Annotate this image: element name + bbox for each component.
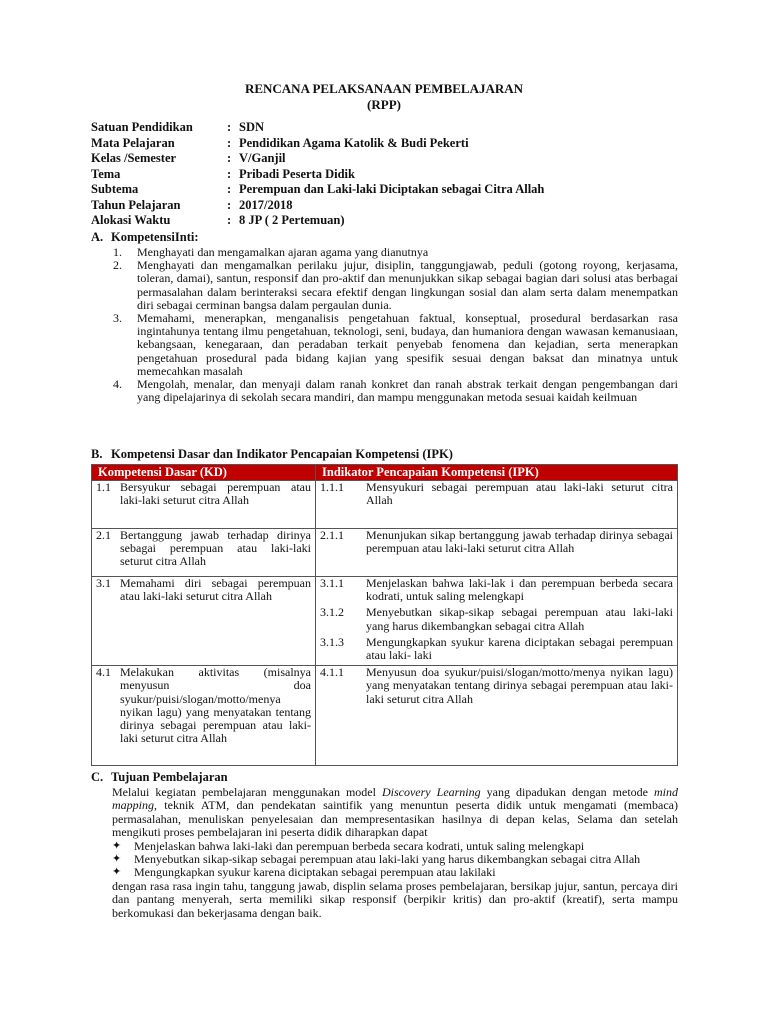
identity-row: Tahun Pelajaran : 2017/2018: [91, 197, 293, 212]
column-header-kd: Kompetensi Dasar (KD): [92, 465, 316, 481]
intro-text: yang dipadukan dengan metode: [480, 785, 655, 799]
item-number: 1.: [113, 245, 122, 259]
kd-cell: [92, 481, 316, 529]
ipk-text: Menunjukan sikap bertanggung jawab terhadap dirinya sebagai perempuan atau laki-laki seturut citra Allah: [366, 528, 673, 556]
identity-value: Perempuan dan Laki-laki Diciptakan sebagai Citra Allah: [239, 182, 545, 196]
ipk-number: 3.1.2: [320, 605, 344, 620]
ipk-cell: [316, 529, 678, 577]
identity-label: Mata Pelajaran: [91, 135, 175, 150]
kd-number: 3.1: [96, 576, 111, 590]
identity-value: 2017/2018: [239, 197, 293, 212]
intro-text: Melalui kegiatan pembelajaran menggunakan model: [112, 785, 382, 799]
star-bullet-icon: ✦: [112, 853, 122, 866]
bullet-text: Mengungkapkan syukur karena diciptakan sebagai perempuan atau lakilaki: [134, 865, 496, 880]
ipk-cell: [316, 481, 678, 529]
item-text: Mengolah, menalar, dan menyaji dalam ranah konkret dan ranah abstrak terkait dengan pengembangan dari yang dipelajarinya di sekolah secara mandiri, dan mampu menggunakan metoda sesuai kaidah keilmuan: [137, 377, 678, 405]
kd-number: 2.1: [96, 528, 111, 542]
kd-number: 1.1: [96, 480, 111, 494]
identity-row: Alokasi Waktu : 8 JP ( 2 Pertemuan): [91, 213, 345, 227]
table-row: [92, 666, 678, 766]
ipk-number: 1.1.1: [320, 480, 344, 494]
identity-label: Tahun Pelajaran: [91, 197, 181, 212]
identity-row: Tema : Pribadi Peserta Didik: [91, 166, 355, 181]
identity-row: Mata Pelajaran : Pendidikan Agama Katolik & Budi Pekerti: [91, 135, 469, 150]
item-text: Menghayati dan mengamalkan perilaku jujur, disiplin, tanggungjawab, peduli (gotong royong, kerjasama, toleran, damai), santun, responsif dan pro-aktif dan menunjukkan sikap sebagai bagian dari solusi atas berbagai permasalahan dalam berinteraksi secara efektif dengan lingkungan sosial dan alam serta dalam menempatkan diri sebagai cerminan bangsa dalam pergaulan dunia.: [137, 258, 678, 312]
table-row: [92, 577, 678, 666]
identity-row: Kelas /Semester : V/Ganjil: [91, 151, 286, 165]
identity-label: Alokasi Waktu: [91, 213, 171, 227]
ipk-text: Menyebutkan sikap-sikap sebagai perempuan atau laki-laki yang harus dikembangkan sebagai citra Allah: [366, 605, 673, 633]
ipk-text: Mensyukuri sebagai perempuan atau laki-laki seturut citra Allah: [366, 480, 673, 508]
item-number: 3.: [113, 311, 122, 326]
identity-block: [91, 120, 544, 229]
section-letter: C.: [91, 770, 104, 784]
intro-emphasis: Discovery Learning: [381, 785, 481, 799]
closing-paragraph: dengan rasa rasa ingin tahu, tanggung jawab, displin selama proses pembelajaran, bersikap jujur, santun, percaya diri dan pantang menyerah, serta memiliki sikap responsif (berpikir kritis) dan pro-aktif (kreatif), serta mampu berkomukasi dan bekerjasama dengan baik.: [112, 878, 678, 920]
kd-text: Bertanggung jawab terhadap dirinya sebagai perempuan atau laki-laki seturut citra Allah: [120, 528, 311, 569]
kompetensi-inti-list: [113, 246, 678, 404]
ipk-cell: [316, 577, 678, 666]
identity-value: Pendidikan Agama Katolik & Budi Pekerti: [239, 135, 469, 150]
list-item: [113, 312, 678, 378]
identity-value: SDN: [239, 120, 265, 134]
identity-value: Pribadi Peserta Didik: [239, 166, 355, 181]
ipk-text: Menjelaskan bahwa laki-lak i dan perempuan berbeda secara kodrati, untuk saling melengkapi: [366, 576, 673, 604]
list-item: [113, 378, 678, 404]
identity-label: Tema: [91, 166, 121, 181]
kd-text: Bersyukur sebagai perempuan atau laki-laki seturut citra Allah: [120, 480, 311, 508]
identity-value: 8 JP ( 2 Pertemuan): [239, 213, 345, 227]
bullet-text: Menjelaskan bahwa laki-laki dan perempuan berbeda secara kodrati, untuk saling melengkapi: [134, 838, 585, 853]
ipk-number: 4.1.1: [320, 665, 344, 680]
identity-value: V/Ganjil: [239, 151, 286, 165]
section-letter: B.: [91, 447, 103, 461]
star-bullet-icon: ✦: [112, 839, 122, 852]
kd-cell: [92, 666, 316, 766]
table-header-row: [92, 465, 678, 481]
table-row: [92, 481, 678, 529]
item-number: 2.: [113, 258, 122, 273]
list-item: [112, 866, 678, 879]
ipk-number: 2.1.1: [320, 528, 344, 542]
kd-text: Memahami diri sebagai perempuan atau laki-laki seturut citra Allah: [120, 576, 311, 604]
identity-row: Subtema : Perempuan dan Laki-laki Diciptakan sebagai Citra Allah: [91, 182, 545, 196]
item-text: Memahami, menerapkan, menganalisis pengetahuan faktual, konseptual, prosedural berdasarkan rasa ingintahunya tentang ilmu pengetahuan, teknologi, seni, budaya, dan humaniora dengan wawasan kemanusiaan, kebangsaan, kenegaraan, dan peradaban terkait penyebab fenomena dan kejadian, serta menerapkan pengetahuan prosedural pada bidang kajian yang spesifik sesuai dengan baksat dan minatnya untuk memecahkan masalah: [137, 311, 678, 378]
tujuan-pembelajaran: [112, 786, 678, 920]
section-b-heading: [91, 447, 453, 462]
list-item: [112, 840, 678, 853]
ipk-text: Menyusun doa syukur/puisi/slogan/motto/menya nyikan lagu) yang menyatakan tentang dirinya sebagai perempuan atau laki-laki seturut citra Allah: [366, 665, 673, 706]
bullet-text: Menyebutkan sikap-sikap sebagai perempuan atau laki-laki yang harus dikembangkan sebagai citra Allah: [134, 852, 641, 867]
intro-text: , teknik ATM, dan pendekatan saintifik yang menuntun peserta didik untuk mengamati (membaca) permasalahan, menuliskan penyelesaian dan mempresentasikan hasilnya di depan kelas, Selama dan setelah mengikuti proses pembelajaran ini peserta didik diharapkan dapat: [112, 798, 678, 840]
section-letter: A.: [91, 230, 104, 244]
intro-paragraph: [112, 786, 678, 840]
item-text: Menghayati dan mengamalkan ajaran agama yang dianutnya: [137, 245, 429, 259]
kd-cell: [92, 577, 316, 666]
table-row: [92, 529, 678, 577]
identity-label: Subtema: [91, 182, 139, 196]
intro-emphasis: mind mapping: [112, 785, 679, 813]
document-title: RENCANA PELAKSANAAN PEMBELAJARAN: [244, 81, 524, 96]
star-bullet-icon: ✦: [112, 866, 122, 879]
section-title: Kompetensi Dasar dan Indikator Pencapaian Kompetensi (IPK): [111, 447, 453, 461]
section-a-heading: [91, 230, 199, 245]
identity-row: Satuan Pendidikan : SDN: [91, 120, 265, 134]
kd-text: Melakukan aktivitas (misalnya menyusun doa syukur/puisi/slogan/motto/menya nyikan lagu) yang menyatakan tentang dirinya sebagai perempuan atau laki-laki seturut citra Allah: [120, 665, 311, 746]
ipk-number: 3.1.1: [320, 576, 344, 590]
kd-cell: [92, 529, 316, 577]
list-item: [113, 259, 678, 312]
identity-label: Kelas /Semester: [91, 151, 177, 165]
section-c-heading: [91, 770, 228, 785]
ipk-text: Mengungkapkan syukur karena diciptakan sebagai perempuan atau laki- laki: [366, 634, 673, 663]
list-item: [112, 853, 678, 866]
ipk-number: 3.1.3: [320, 634, 344, 649]
kd-number: 4.1: [96, 665, 111, 680]
column-header-ipk: Indikator Pencapaian Kompetensi (IPK): [316, 465, 678, 481]
item-number: 4.: [113, 377, 122, 392]
identity-label: Satuan Pendidikan: [91, 120, 193, 134]
ipk-cell: [316, 666, 678, 766]
document-subtitle: (RPP): [367, 97, 401, 112]
section-title: KompetensiInti:: [111, 230, 199, 244]
kd-ipk-table: [91, 464, 678, 766]
section-title: Tujuan Pembelajaran: [111, 770, 228, 784]
